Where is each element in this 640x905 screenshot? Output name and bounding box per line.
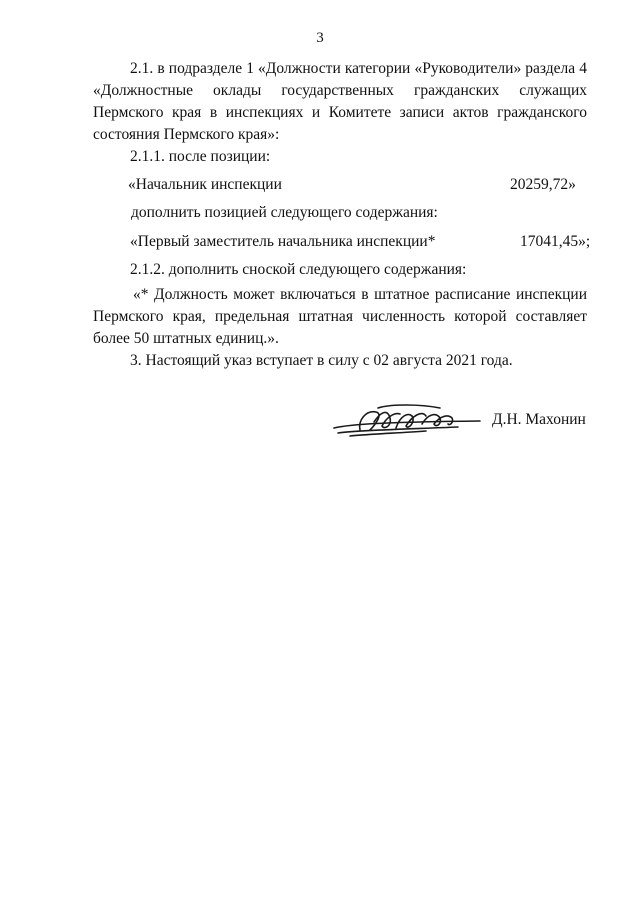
- page-number: 3: [316, 30, 324, 46]
- paragraph-2-1: 2.1. в подразделе 1 «Должности категории «Руководители» раздела 4 «Должностные оклады государственных гражданских служащих Пермского края в инспекциях и Комитете записи актов гражданского состояния Пермского края»:: [93, 60, 587, 143]
- position-row-first-deputy: [93, 231, 591, 253]
- paragraph-3: 3. Настоящий указ вступает в силу с 02 августа 2021 года.: [130, 352, 513, 369]
- signature-block: [330, 400, 590, 450]
- signer-name: Д.Н. Махонин: [492, 411, 586, 428]
- paragraph-add-position: дополнить позицией следующего содержания:: [131, 204, 438, 221]
- position-salary: 17041,45»;: [520, 233, 591, 250]
- position-name: «Начальник инспекции: [128, 176, 282, 193]
- document-body: [93, 58, 591, 372]
- position-name: «Первый заместитель начальника инспекции*: [130, 233, 436, 250]
- paragraph-2-1-1: 2.1.1. после позиции:: [130, 148, 271, 165]
- position-row-head-of-inspection: [93, 174, 587, 196]
- paragraph-2-1-2: 2.1.2. дополнить сноской следующего содержания:: [130, 261, 467, 278]
- position-salary: 20259,72»: [510, 176, 576, 193]
- footnote-text: «* Должность может включаться в штатное расписание инспекции Пермского края, предельная штатная численность которой составляет более 50 штатных единиц.».: [93, 286, 587, 347]
- handwritten-signature: [330, 400, 490, 450]
